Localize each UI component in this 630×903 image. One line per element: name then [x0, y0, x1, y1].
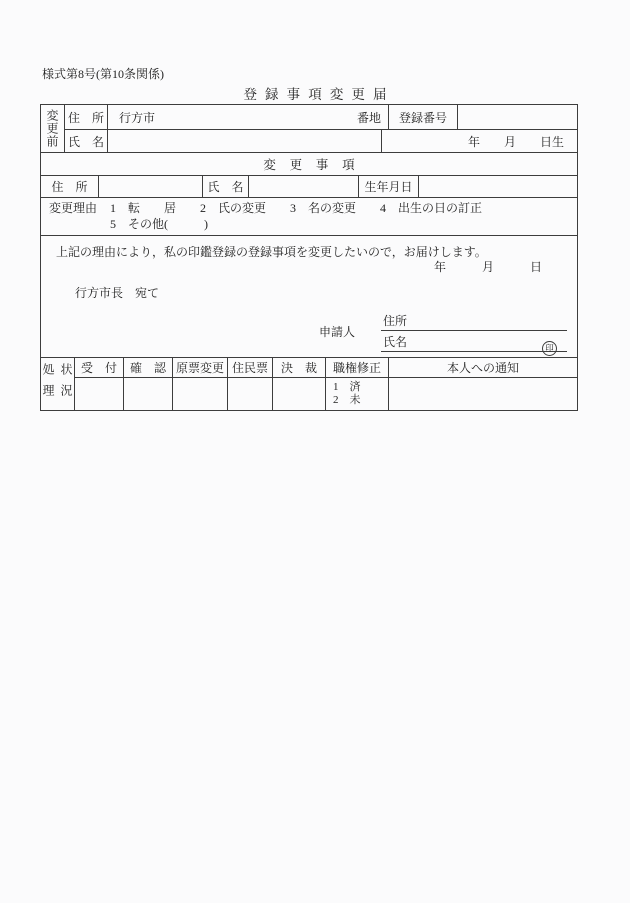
applicant-address-field[interactable]	[381, 310, 567, 331]
before-address-value-cell[interactable]	[108, 105, 389, 129]
reason-options-line-2: 5 その他( )	[110, 217, 209, 231]
original-record-change-header: 原票変更	[173, 358, 228, 377]
banchi-label: 番地	[356, 110, 381, 125]
applicant-label: 申請人	[319, 324, 356, 339]
before-name-value[interactable]	[108, 130, 382, 152]
processing-status-label-cell	[41, 358, 75, 410]
before-birthdate-cell[interactable]: 年 月 日生	[467, 134, 564, 149]
processing-body-row	[75, 378, 577, 410]
reception-header: 受 付	[75, 358, 124, 377]
seal-icon: 印	[542, 341, 557, 356]
change-name-label: 氏 名	[203, 176, 249, 197]
date-placeholder[interactable]: 年 月 日	[434, 260, 543, 274]
confirmation-header: 確 認	[124, 358, 173, 377]
change-birthdate-value[interactable]	[419, 176, 577, 197]
before-change-label-cell	[41, 105, 65, 152]
confirmation-cell[interactable]	[124, 378, 173, 410]
declaration-section	[41, 236, 577, 358]
approval-header: 決 裁	[273, 358, 326, 377]
reception-cell[interactable]	[75, 378, 124, 410]
declaration-statement: 上記の理由により，私の印鑑登録の登録事項を変更したいので，お届けします。	[56, 245, 487, 259]
registration-number-label: 登録番号	[389, 105, 458, 129]
change-name-value[interactable]	[249, 176, 359, 197]
form-box	[40, 104, 578, 411]
processing-status-section	[41, 358, 577, 410]
before-change-section	[41, 105, 577, 153]
authority-correction-header: 職権修正	[326, 358, 389, 377]
change-birthdate-label: 生年月日	[359, 176, 419, 197]
reason-label: 変更理由	[49, 201, 98, 215]
change-items-title: 変更事項	[41, 153, 577, 176]
before-address-label: 住 所	[65, 105, 108, 129]
resident-record-cell[interactable]	[228, 378, 273, 410]
form-number: 様式第8号(第10条関係)	[42, 67, 164, 81]
page-title: 登録事項変更届	[243, 87, 395, 102]
authority-correction-cell[interactable]	[326, 378, 389, 410]
applicant-name-label: 氏名	[383, 335, 408, 349]
processing-label: 処理	[41, 363, 55, 405]
before-name-label: 氏 名	[65, 130, 108, 152]
addressee: 行方市長 宛て	[75, 286, 160, 300]
before-name-row	[65, 130, 577, 152]
person-notification-header: 本人への通知	[446, 361, 519, 375]
change-address-value[interactable]	[99, 176, 203, 197]
status-label: 状況	[59, 363, 73, 405]
approval-cell[interactable]	[273, 378, 326, 410]
before-address-row	[65, 105, 577, 130]
person-notification-cell[interactable]	[389, 378, 577, 410]
applicant-block	[319, 310, 567, 352]
authority-correction-option-notyet: 2 未	[333, 394, 361, 406]
before-address-value: 行方市	[119, 110, 156, 125]
applicant-address-label: 住所	[383, 314, 408, 328]
change-items-row	[41, 176, 577, 198]
reason-row	[41, 198, 577, 236]
authority-correction-option-done: 1 済	[333, 381, 361, 393]
applicant-name-field[interactable]	[381, 331, 567, 352]
change-address-label: 住 所	[41, 176, 99, 197]
resident-record-header: 住民票	[228, 358, 273, 377]
registration-number-value[interactable]	[458, 105, 577, 129]
processing-header-row	[75, 358, 577, 378]
before-change-label: 変更前	[45, 109, 59, 148]
reason-options-line-1: 1 転 居 2 氏の変更 3 名の変更 4 出生の日の訂正	[110, 201, 483, 215]
original-record-change-cell[interactable]	[173, 378, 228, 410]
